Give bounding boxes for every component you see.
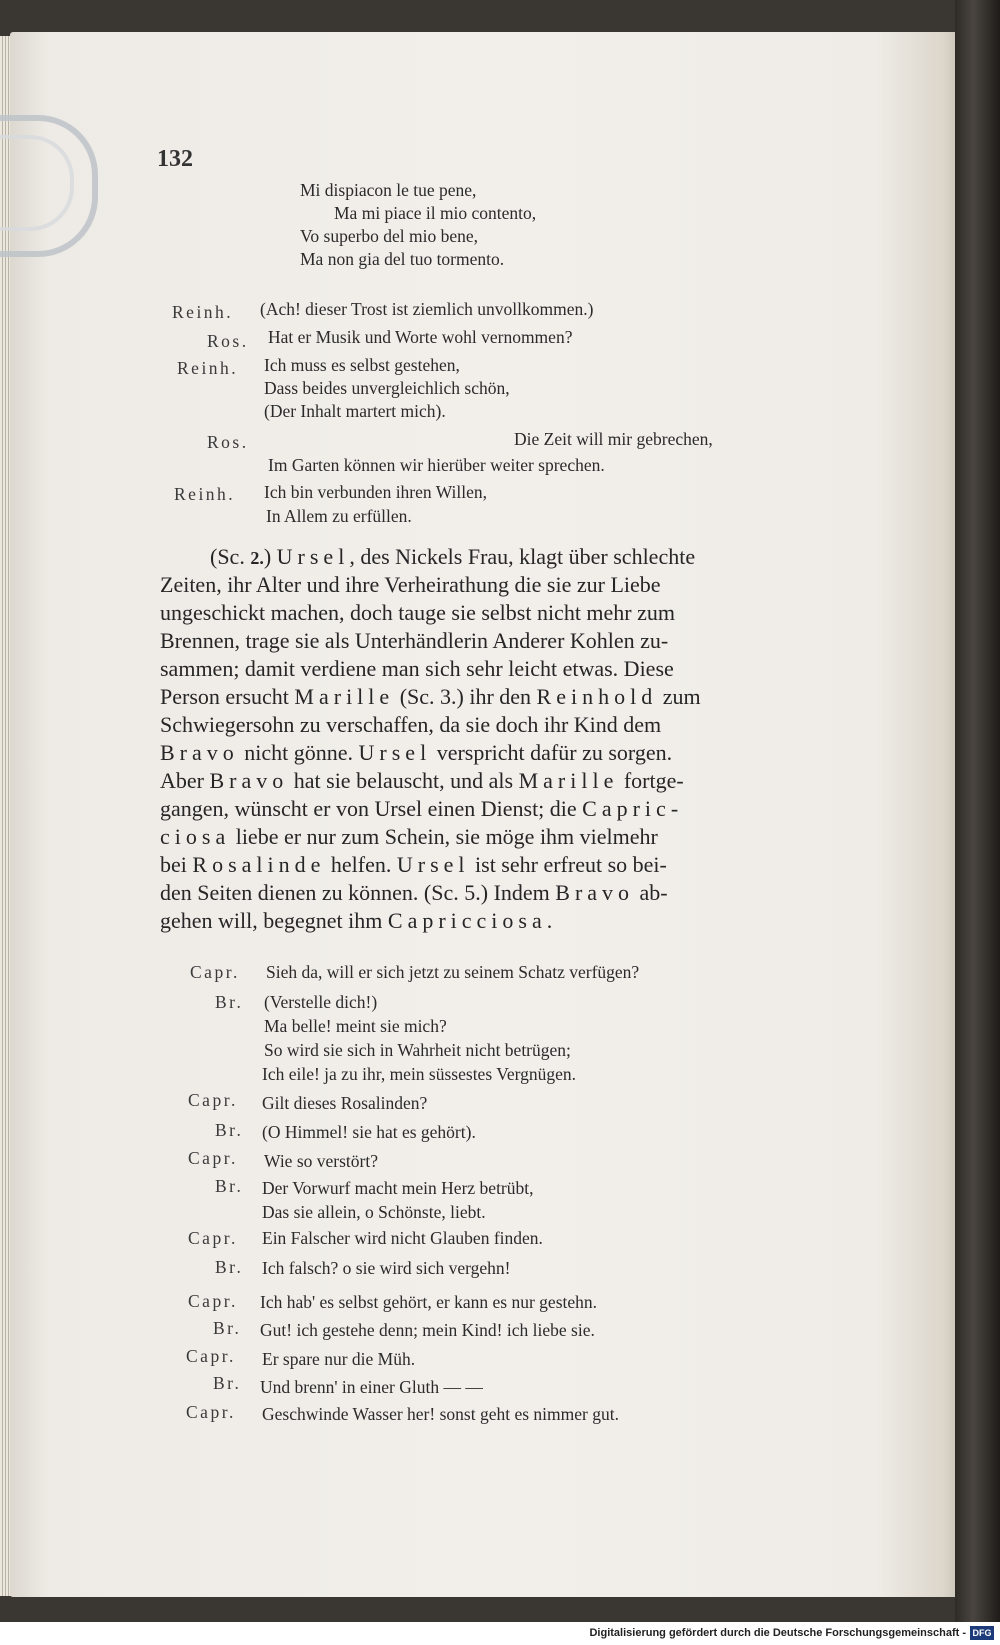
- dialogue-line: Ein Falscher wird nicht Glauben finden.: [262, 1228, 543, 1248]
- paragraph-line: gehen will, begegnet ihm Capricciosa.: [160, 908, 553, 933]
- speaker-label: Ros.: [207, 432, 249, 452]
- dialogue-line: Der Vorwurf macht mein Herz betrübt,: [262, 1178, 534, 1198]
- speaker-label: Capr.: [188, 1148, 238, 1168]
- speaker-label: Capr.: [190, 962, 240, 982]
- speaker-label: Br.: [213, 1318, 242, 1338]
- speaker-label: Br.: [215, 1257, 244, 1277]
- poem-line: Ma non gia del tuo tormento.: [300, 249, 505, 269]
- paragraph-line: Schwiegersohn zu verschaffen, da sie doch ihr Kind dem: [160, 712, 662, 737]
- dialogue-line: Die Zeit will mir gebrechen,: [514, 429, 713, 449]
- speaker-label: Capr.: [188, 1090, 238, 1110]
- dialogue-line: Und brenn' in einer Gluth — —: [260, 1377, 483, 1397]
- paragraph-line: Bravo nicht gönne. Ursel verspricht dafür zu sorgen.: [160, 740, 673, 765]
- dialogue-line: Geschwinde Wasser her! sonst geht es nimmer gut.: [262, 1404, 619, 1424]
- dialogue-line: Gilt dieses Rosalinden?: [262, 1093, 428, 1113]
- paragraph-line: ungeschickt machen, doch tauge sie selbst nicht mehr zum: [160, 600, 676, 625]
- dialogue-line: Hat er Musik und Worte wohl vernommen?: [268, 327, 573, 347]
- paragraph-line: (Sc. 2.) Ursel, des Nickels Frau, klagt über schlechte: [210, 544, 696, 569]
- dialogue-line: Ich falsch? o sie wird sich vergehn!: [262, 1258, 511, 1278]
- paragraph-line: Zeiten, ihr Alter und ihre Verheirathung die sie zur Liebe: [160, 572, 661, 597]
- speaker-label: Reinh.: [174, 484, 236, 504]
- poem-line: Mi dispiacon le tue pene,: [300, 180, 477, 200]
- dialogue-line: Ma belle! meint sie mich?: [264, 1016, 447, 1036]
- paragraph-line: bei Rosalinde helfen. Ursel ist sehr erfreut so bei-: [160, 852, 667, 877]
- speaker-label: Br.: [215, 1120, 244, 1140]
- paragraph-line: sammen; damit verdiene man sich sehr leicht etwas. Diese: [160, 656, 674, 681]
- funding-credit: Digitalisierung gefördert durch die Deutsche Forschungsgemeinschaft -: [589, 1627, 966, 1639]
- paragraph-line: gangen, wünscht er von Ursel einen Dienst; die Capric-: [160, 796, 684, 821]
- dialogue-line: Das sie allein, o Schönste, liebt.: [262, 1202, 486, 1222]
- dialogue-line: Ich eile! ja zu ihr, mein süssestes Vergnügen.: [262, 1064, 577, 1084]
- dialogue-line: (Der Inhalt martert mich).: [264, 401, 446, 421]
- dialogue-line: (Ach! dieser Trost ist ziemlich unvollkommen.): [260, 299, 594, 319]
- poem-line: Ma mi piace il mio contento,: [334, 203, 537, 223]
- speaker-label: Br.: [213, 1373, 242, 1393]
- speaker-label: Ros.: [207, 331, 249, 351]
- speaker-label: Capr.: [188, 1291, 238, 1311]
- paragraph-line: ciosa liebe er nur zum Schein, sie möge ihm vielmehr: [160, 824, 658, 849]
- poem-line: Vo superbo del mio bene,: [300, 226, 479, 246]
- page-number: 132: [157, 146, 193, 172]
- dialogue-line: (Verstelle dich!): [264, 992, 378, 1012]
- dialogue-line: (O Himmel! sie hat es gehört).: [262, 1122, 476, 1142]
- dialogue-line: Wie so verstört?: [264, 1151, 378, 1171]
- dialogue-line: Ich muss es selbst gestehen,: [264, 355, 460, 375]
- speaker-label: Br.: [215, 1176, 244, 1196]
- paragraph-line: den Seiten dienen zu können. (Sc. 5.) Indem Bravo ab-: [160, 880, 668, 905]
- speaker-label: Reinh.: [172, 302, 234, 322]
- dialogue-line: So wird sie sich in Wahrheit nicht betrügen;: [264, 1040, 571, 1060]
- dialogue-line: Sieh da, will er sich jetzt zu seinem Schatz verfügen?: [266, 962, 640, 982]
- dfg-logo: DFG: [970, 1626, 994, 1640]
- paragraph-line: Brennen, trage sie als Unterhändlerin Anderer Kohlen zu-: [160, 628, 669, 653]
- speaker-label: Capr.: [186, 1402, 236, 1422]
- dialogue-line: Ich hab' es selbst gehört, er kann es nur gestehn.: [260, 1292, 598, 1312]
- dialogue-line: Er spare nur die Müh.: [262, 1349, 416, 1369]
- dialogue-line: Im Garten können wir hierüber weiter sprechen.: [268, 455, 605, 475]
- dialogue-line: Dass beides unvergleichlich schön,: [264, 378, 510, 398]
- dialogue-line: Gut! ich gestehe denn; mein Kind! ich liebe sie.: [260, 1320, 595, 1340]
- speaker-label: Capr.: [188, 1228, 238, 1248]
- dialogue-line: Ich bin verbunden ihren Willen,: [264, 482, 488, 502]
- speaker-label: Br.: [215, 992, 244, 1012]
- paragraph-line: Person ersucht Marille (Sc. 3.) ihr den Reinhold zum: [160, 684, 701, 709]
- dialogue-line: In Allem zu erfüllen.: [266, 506, 412, 526]
- paragraph-line: Aber Bravo hat sie belauscht, und als Marille fortge-: [160, 768, 684, 793]
- speaker-label: Reinh.: [177, 358, 239, 378]
- book-spine: [955, 0, 1000, 1645]
- speaker-label: Capr.: [186, 1346, 236, 1366]
